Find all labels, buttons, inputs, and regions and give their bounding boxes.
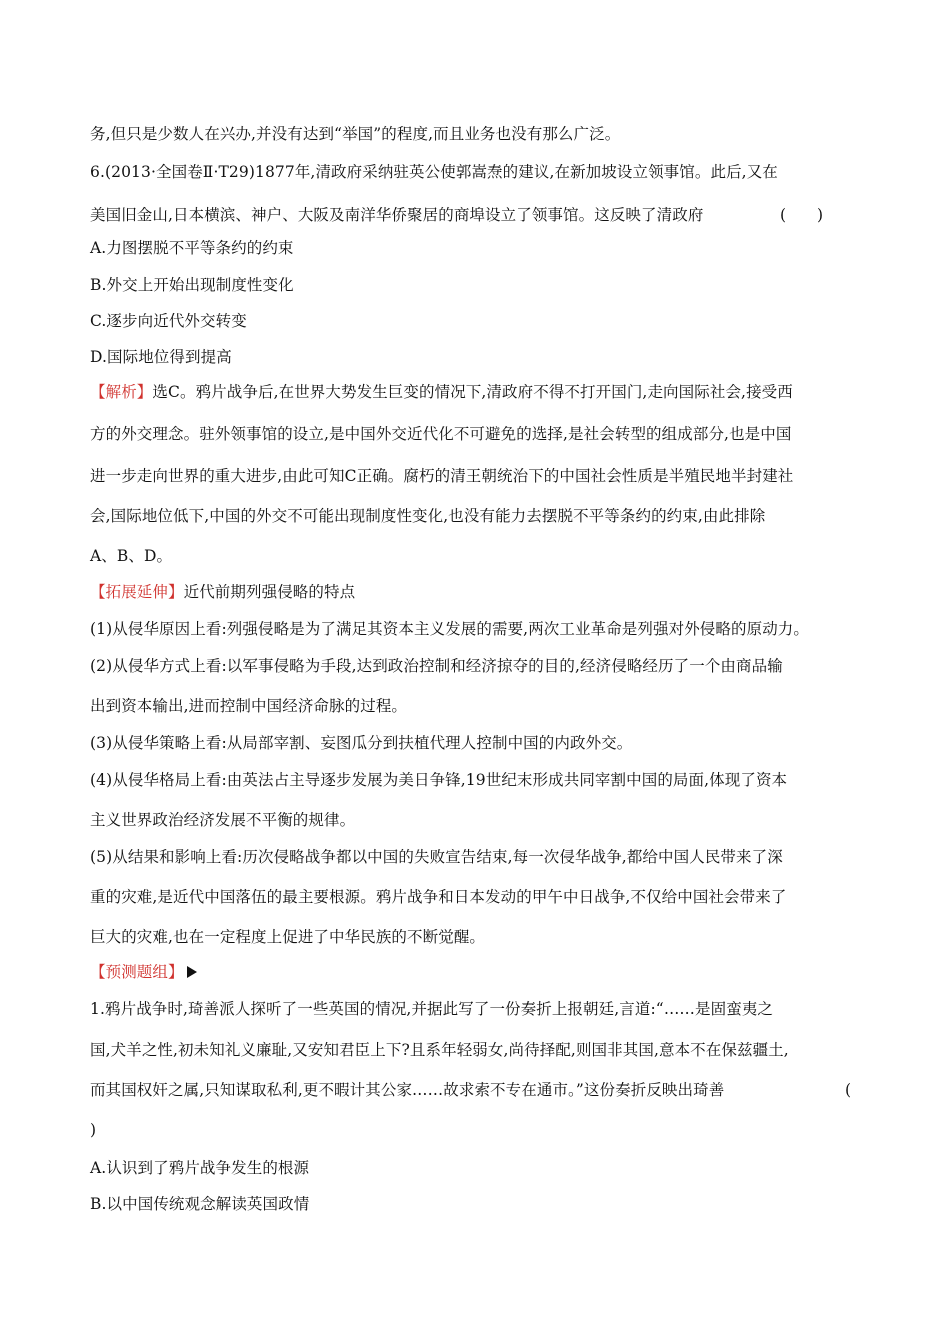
question-6-stem-line-2: 美国旧金山,日本横滨、神户、大阪及南洋华侨聚居的商埠设立了领事馆。这反映了清政府 (90, 206, 704, 224)
option-d: D.国际地位得到提高 (90, 348, 232, 366)
extension-point-2a: (2)从侵华方式上看:以军事侵略为手段,达到政治控制和经济掠夺的目的,经济侵略经历了一个由商品输 (90, 657, 783, 675)
extension-title: 近代前期列强侵略的特点 (183, 583, 356, 601)
forecast-header (90, 962, 197, 982)
analysis-tag: 【解析】 (90, 383, 153, 401)
question-1-stem-line-1: 1.鸦片战争时,琦善派人探听了一些英国的情况,并据此写了一份奏折上报朝廷,言道:“……是固蛮夷之 (90, 1000, 774, 1018)
analysis-text-1: 选C。鸦片战争后,在世界大势发生巨变的情况下,清政府不得不打开国门,走向国际社会,接受西 (152, 383, 793, 401)
extension-point-2b: 出到资本输出,进而控制中国经济命脉的过程。 (90, 697, 408, 715)
extension-point-3: (3)从侵华策略上看:从局部宰割、妄图瓜分到扶植代理人控制中国的内政外交。 (90, 734, 633, 752)
option-a: A.力图摆脱不平等条约的约束 (90, 239, 294, 257)
option-c: C.逐步向近代外交转变 (90, 312, 247, 330)
q1-option-b: B.以中国传统观念解读英国政情 (90, 1195, 310, 1213)
analysis-line-2: 方的外交理念。驻外领事馆的设立,是中国外交近代化不可避免的选择,是社会转型的组成部分,也是中国 (90, 425, 792, 443)
answer-blank: ( ) (780, 206, 824, 224)
answer-blank-open: ( (845, 1081, 852, 1099)
question-6-stem-line-1: 6.(2013·全国卷Ⅱ·T29)1877年,清政府采纳驻英公使郭嵩焘的建议,在新加坡设立领事馆。此后,又在 (90, 163, 778, 181)
analysis-line-3: 进一步走向世界的重大进步,由此可知C正确。腐朽的清王朝统治下的中国社会性质是半殖民地半封建社 (90, 467, 794, 485)
analysis-line-1 (90, 382, 793, 402)
extension-point-1: (1)从侵华原因上看:列强侵略是为了满足其资本主义发展的需要,两次工业革命是列强对外侵略的原动力。 (90, 620, 810, 638)
extension-point-5a: (5)从结果和影响上看:历次侵略战争都以中国的失败宣告结束,每一次侵华战争,都给中国人民带来了深 (90, 848, 783, 866)
extension-tag: 【拓展延伸】 (90, 583, 184, 601)
extension-point-5b: 重的灾难,是近代中国落伍的最主要根源。鸦片战争和日本发动的甲午中日战争,不仅给中国社会带来了 (90, 888, 787, 906)
analysis-line-5: A、B、D。 (90, 547, 173, 565)
analysis-line-4: 会,国际地位低下,中国的外交不可能出现制度性变化,也没有能力去摆脱不平等条约的约束,由此排除 (90, 507, 766, 525)
answer-blank-close: ) (90, 1121, 97, 1139)
right-triangle-icon (187, 966, 197, 978)
extension-point-5c: 巨大的灾难,也在一定程度上促进了中华民族的不断觉醒。 (90, 928, 486, 946)
option-b: B.外交上开始出现制度性变化 (90, 276, 294, 294)
extension-point-4b: 主义世界政治经济发展不平衡的规律。 (90, 811, 356, 829)
q1-option-a: A.认识到了鸦片战争发生的根源 (90, 1159, 310, 1177)
question-1-stem-line-3: 而其国权奸之属,只知谋取私利,更不暇计其公家……故求索不专在通市。”这份奏折反映出琦善 (90, 1081, 725, 1099)
continuation-text: 务,但只是少数人在兴办,并没有达到“举国”的程度,而且业务也没有那么广泛。 (90, 125, 621, 143)
extension-point-4a: (4)从侵华格局上看:由英法占主导逐步发展为美日争锋,19世纪末形成共同宰割中国的局面,体现了资本 (90, 771, 788, 789)
question-1-stem-line-2: 国,犬羊之性,初未知礼义廉耻,又安知君臣上下?且系年轻弱女,尚待择配,则国非其国,意本不在保兹疆土, (90, 1041, 789, 1059)
extension-header (90, 582, 355, 602)
forecast-tag: 【预测题组】 (90, 963, 184, 981)
